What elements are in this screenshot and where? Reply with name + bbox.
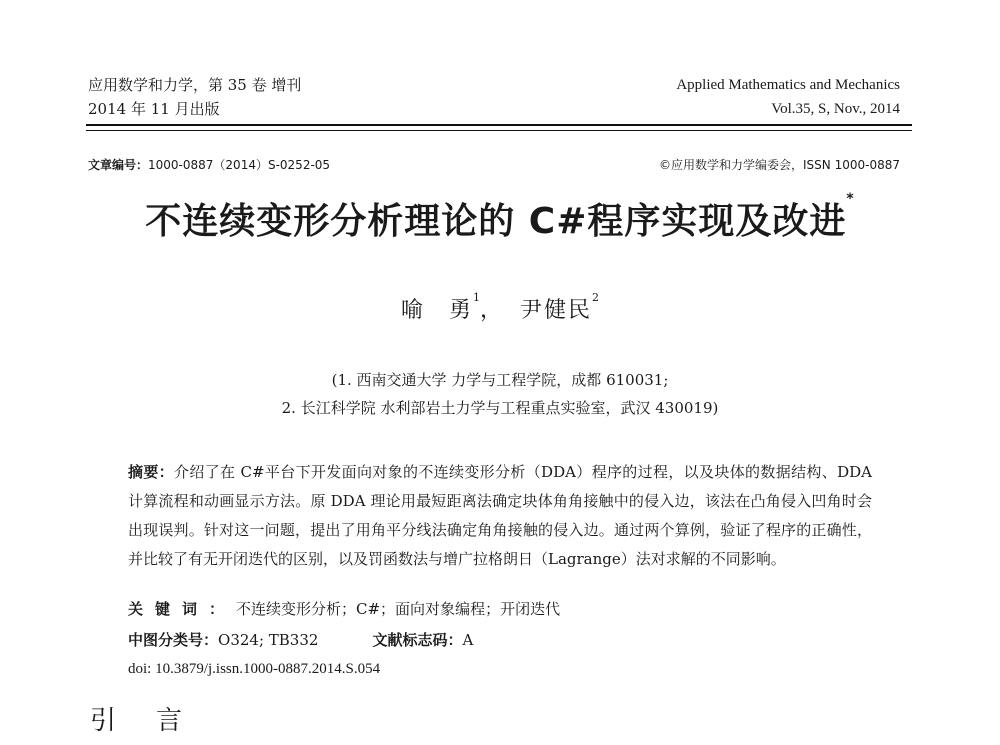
running-header-right <box>676 73 900 121</box>
abstract-label: 摘要： <box>128 463 175 481</box>
author-affiliation-mark: 2 <box>592 291 600 304</box>
paper-title <box>0 193 1000 244</box>
article-number <box>88 156 330 173</box>
document-code-label: 文献标志码： <box>372 631 463 649</box>
author-affiliation-mark: 1 <box>472 291 480 304</box>
affiliation-2: 2. 长江科学院 水利部岩土力学与工程重点实验室，武汉 430019) <box>281 399 719 417</box>
title-footnote-mark: * <box>846 191 855 207</box>
volume-info-en: Vol.35, S, Nov., 2014 <box>771 101 900 117</box>
clc-value: O324; TB332 <box>218 631 319 649</box>
abstract-text: 介绍了在 C#平台下开发面向对象的不连续变形分析（DDA）程序的过程，以及块体的数据结构、DDA 计算流程和动画显示方法。原 DDA 理论用最短距离法确定块体角角接触中的侵入边，该法在凸角侵入凹角时会出现误判。针对这一问题，提出了用角平分线法确定角角接触的侵入边。通过两个算例，验证了程序的正确性，并比较了有无开闭迭代的区别，以及罚函数法与增广拉格朗日（Lagrange）法对求解的不同影响。 <box>128 463 872 568</box>
abstract <box>128 458 872 574</box>
author-list <box>0 293 1000 324</box>
journal-name-en: Applied Mathematics and Mechanics <box>676 77 900 93</box>
article-number-label: 文章编号： <box>88 158 149 172</box>
keywords <box>128 598 560 619</box>
header-rule-thin <box>86 130 912 131</box>
intro-section-heading: 引言 <box>90 706 223 736</box>
document-code-value: A <box>462 631 474 649</box>
classification-line <box>128 629 473 650</box>
author-separator: ， <box>479 298 504 323</box>
clc-label: 中图分类号： <box>128 631 219 649</box>
paper-title-text: 不连续变形分析理论的 C#程序实现及改进 <box>145 201 847 242</box>
affiliation-1: (1. 西南交通大学 力学与工程学院，成都 610031; <box>331 371 669 389</box>
keywords-label: 关键词： <box>128 600 237 618</box>
author-name: 尹健民 <box>520 298 593 323</box>
author-name: 喻 勇 <box>400 298 473 323</box>
article-number-value: 1000-0887（2014）S-0252-05 <box>148 158 331 172</box>
publication-date-cn: 2014 年 11 月出版 <box>88 100 220 118</box>
keywords-text: 不连续变形分析；C#；面向对象编程；开闭迭代 <box>236 600 561 618</box>
running-header-left <box>88 73 301 121</box>
copyright-notice: ©应用数学和力学编委会，ISSN 1000-0887 <box>659 158 900 172</box>
journal-name-cn: 应用数学和力学，第 35 卷 增刊 <box>88 76 302 94</box>
header-rule-thick <box>86 124 912 126</box>
doi: doi: 10.3879/j.issn.1000-0887.2014.S.054 <box>128 661 381 677</box>
